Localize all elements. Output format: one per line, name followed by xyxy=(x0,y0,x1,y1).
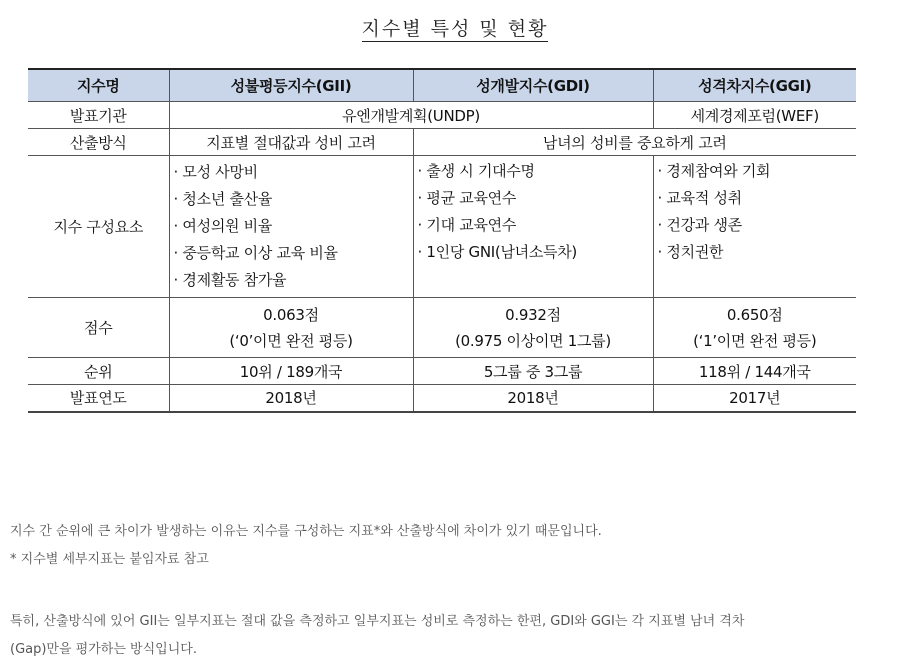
header-row xyxy=(28,69,856,102)
index-comparison-table xyxy=(28,68,856,413)
list-item: · 기대 교육연수 xyxy=(417,216,517,234)
publisher-undp: 유엔개발계획(UNDP) xyxy=(169,102,653,129)
list-item: · 평균 교육연수 xyxy=(417,189,517,207)
method-row xyxy=(28,129,856,156)
method-gii: 지표별 절대값과 성비 고려 xyxy=(169,129,413,156)
list-item: · 중등학교 이상 교육 비율 xyxy=(173,244,338,262)
page-title xyxy=(0,14,910,41)
method-label: 산출방식 xyxy=(28,129,169,156)
note-line-1: 지수 간 순위에 큰 차이가 발생하는 이유는 지수를 구성하는 지표*와 산출방식에 차이가 있기 때문입니다. xyxy=(10,524,602,539)
list-item: · 1인당 GNI(남녀소득차) xyxy=(417,243,577,261)
year-ggi: 2017년 xyxy=(653,385,856,412)
score-ggi xyxy=(653,298,856,358)
publisher-label: 발표기관 xyxy=(28,102,169,129)
list-item: · 경제활동 참가율 xyxy=(173,271,287,289)
rank-gii: 10위 / 189개국 xyxy=(169,358,413,385)
score-row xyxy=(28,298,856,358)
score-value: 0.932점 xyxy=(505,305,561,324)
year-gii: 2018년 xyxy=(169,385,413,412)
list-item: · 교육적 성취 xyxy=(657,189,742,207)
list-item: · 청소년 출산율 xyxy=(173,190,273,208)
year-label: 발표연도 xyxy=(28,385,169,412)
score-gdi xyxy=(413,298,653,358)
header-index-name: 지수명 xyxy=(28,69,169,102)
score-value: 0.063점 xyxy=(263,305,319,324)
list-item: · 건강과 생존 xyxy=(657,216,742,234)
rank-label: 순위 xyxy=(28,358,169,385)
components-ggi xyxy=(653,156,856,298)
header-ggi: 성격차지수(GGI) xyxy=(653,69,856,102)
rank-ggi: 118위 / 144개국 xyxy=(653,358,856,385)
score-label: 점수 xyxy=(28,298,169,358)
note-line-4: (Gap)만을 평가하는 방식입니다. xyxy=(10,642,197,657)
year-row xyxy=(28,385,856,412)
score-note: (‘0’이면 완전 평등) xyxy=(229,331,353,350)
header-gdi: 성개발지수(GDI) xyxy=(413,69,653,102)
score-gii xyxy=(169,298,413,358)
note-line-3: 특히, 산출방식에 있어 GII는 일부지표는 절대 값을 측정하고 일부지표는 성비로 측정하는 한편, GDI와 GGI는 각 지표별 남녀 격차 xyxy=(10,614,745,629)
year-gdi: 2018년 xyxy=(413,385,653,412)
note-footnote: * 지수별 세부지표는 붙임자료 참고 xyxy=(10,552,209,567)
components-label: 지수 구성요소 xyxy=(28,156,169,298)
list-item: · 모성 사망비 xyxy=(173,163,258,181)
list-item: · 정치권한 xyxy=(657,243,724,261)
components-gii xyxy=(169,156,413,298)
score-note: (0.975 이상이면 1그룹) xyxy=(455,331,611,350)
score-value: 0.650점 xyxy=(726,305,783,324)
header-gii: 성불평등지수(GII) xyxy=(169,69,413,102)
list-item: · 여성의원 비율 xyxy=(173,217,273,235)
list-item: · 출생 시 기대수명 xyxy=(417,162,535,180)
components-row xyxy=(28,156,856,298)
method-gdi-ggi: 남녀의 성비를 중요하게 고려 xyxy=(413,129,856,156)
score-note: (‘1’이면 완전 평등) xyxy=(693,331,817,350)
rank-gdi: 5그룹 중 3그룹 xyxy=(413,358,653,385)
publisher-row xyxy=(28,102,856,129)
rank-row xyxy=(28,358,856,385)
components-gdi xyxy=(413,156,653,298)
publisher-wef: 세계경제포럼(WEF) xyxy=(653,102,856,129)
page-title-text: 지수별 특성 및 현황 xyxy=(361,18,549,40)
list-item: · 경제참여와 기회 xyxy=(657,162,771,180)
